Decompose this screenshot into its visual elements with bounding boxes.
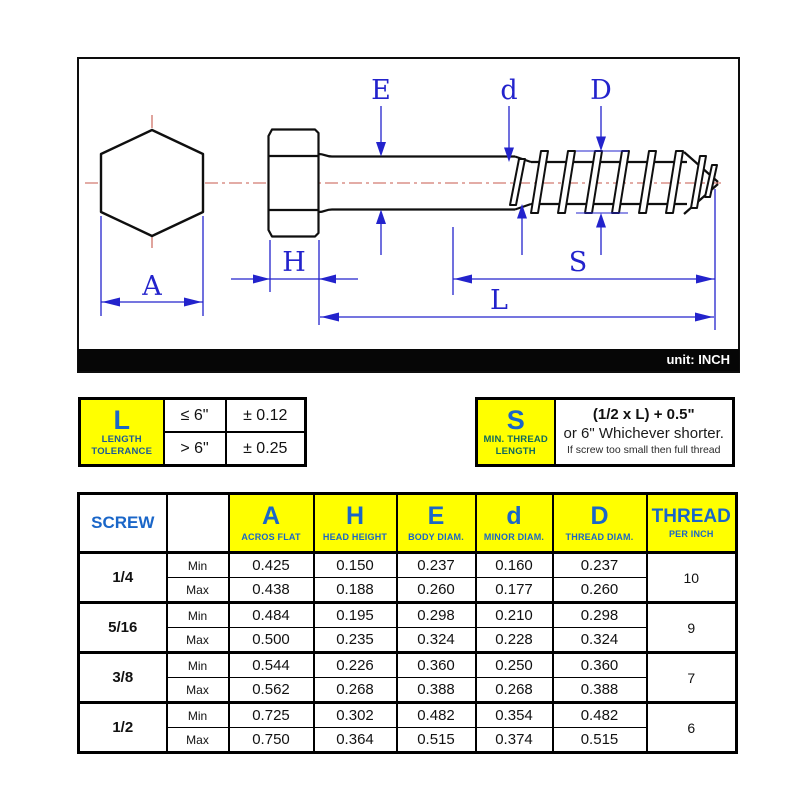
column-caption: BODY DIAM. [408, 532, 464, 542]
dim-label-e: E [371, 75, 391, 106]
column-letter: d [506, 502, 522, 530]
screw-size-cell: 1/4 [79, 553, 167, 603]
column-caption: HEAD HEIGHT [322, 532, 388, 542]
value-cell: 0.500 [229, 628, 314, 653]
value-cell: 0.388 [397, 678, 476, 703]
column-letter: THREAD [651, 506, 731, 527]
value-cell: 0.237 [397, 553, 476, 578]
value-cell: 0.150 [314, 553, 397, 578]
value-cell: 0.725 [229, 703, 314, 728]
column-header-thread [647, 494, 737, 553]
value-cell: 0.237 [553, 553, 647, 578]
spec-row-min [79, 603, 737, 628]
tpi-cell: 6 [647, 703, 737, 753]
max-label-cell: Max [167, 678, 229, 703]
thread-length-key-cell [477, 399, 555, 466]
value-cell: 0.354 [476, 703, 553, 728]
column-header-e [397, 494, 476, 553]
column-header-h [314, 494, 397, 553]
shank-top [319, 154, 516, 157]
column-letter: H [345, 502, 365, 530]
value-cell: 0.388 [553, 678, 647, 703]
thread-length-note: If screw too small then full thread [567, 443, 721, 456]
column-letter: A [261, 502, 281, 530]
dimension-lines [101, 106, 715, 330]
thread-length-key-caption-1: MIN. THREAD [483, 434, 548, 446]
column-letter: E [427, 502, 445, 530]
spec-row-min [79, 703, 737, 728]
value-cell: 0.298 [553, 603, 647, 628]
hex-head-side [269, 130, 319, 237]
value-cell: 0.515 [553, 728, 647, 753]
tolerance-key-caption-2: TOLERANCE [91, 446, 153, 458]
value-cell: 0.226 [314, 653, 397, 678]
value-cell: 0.260 [553, 578, 647, 603]
column-header-d-thread [553, 494, 647, 553]
spec-header-row [79, 494, 737, 553]
value-cell: 0.750 [229, 728, 314, 753]
tolerance-condition: ≤ 6" [164, 399, 226, 433]
thread-length-key-caption-2: LENGTH [495, 446, 536, 458]
tolerance-key-letter: L [113, 404, 130, 435]
value-cell: 0.260 [397, 578, 476, 603]
max-label-cell: Max [167, 578, 229, 603]
tolerance-value: ± 0.12 [226, 399, 306, 433]
column-caption: PER INCH [668, 529, 714, 539]
max-label-cell: Max [167, 628, 229, 653]
value-cell: 0.268 [476, 678, 553, 703]
thread-length-rule-cell [555, 399, 734, 466]
value-cell: 0.544 [229, 653, 314, 678]
value-cell: 0.188 [314, 578, 397, 603]
spec-row-min [79, 653, 737, 678]
min-thread-length-table [475, 397, 735, 467]
spec-row-max [79, 728, 737, 753]
screw-size-cell: 1/2 [79, 703, 167, 753]
value-cell: 0.324 [553, 628, 647, 653]
value-cell: 0.482 [397, 703, 476, 728]
value-cell: 0.250 [476, 653, 553, 678]
value-cell: 0.228 [476, 628, 553, 653]
value-cell: 0.195 [314, 603, 397, 628]
tolerance-row [80, 399, 306, 433]
screw-header: SCREW [79, 494, 167, 553]
min-label-cell: Min [167, 653, 229, 678]
column-header-d-minor [476, 494, 553, 553]
thread-length-key-letter: S [506, 404, 525, 435]
blank-header [167, 494, 229, 553]
value-cell: 0.324 [397, 628, 476, 653]
dim-label-s: S [568, 247, 588, 278]
value-cell: 0.210 [476, 603, 553, 628]
value-cell: 0.268 [314, 678, 397, 703]
value-cell: 0.425 [229, 553, 314, 578]
thread-length-alternative: or 6" Whichever shorter. [563, 425, 724, 443]
column-header-a [229, 494, 314, 553]
tolerance-key-caption-1: LENGTH [101, 434, 142, 446]
shank-bottom [319, 210, 516, 213]
value-cell: 0.298 [397, 603, 476, 628]
dim-label-cap-d: D [590, 75, 612, 106]
tpi-cell: 9 [647, 603, 737, 653]
column-caption: MINOR DIAM. [483, 532, 545, 542]
unit-label: unit: INCH [666, 352, 730, 367]
screw-size-cell: 3/8 [79, 653, 167, 703]
dim-label-d: d [500, 75, 518, 106]
max-label-cell: Max [167, 728, 229, 753]
tpi-cell: 10 [647, 553, 737, 603]
tolerance-key-cell [80, 399, 164, 466]
value-cell: 0.360 [397, 653, 476, 678]
screw-drawing [79, 59, 738, 349]
value-cell: 0.177 [476, 578, 553, 603]
technical-drawing-panel [77, 57, 740, 373]
min-label-cell: Min [167, 703, 229, 728]
min-label-cell: Min [167, 553, 229, 578]
min-label-cell: Min [167, 603, 229, 628]
value-cell: 0.515 [397, 728, 476, 753]
spec-row-max [79, 628, 737, 653]
value-cell: 0.160 [476, 553, 553, 578]
dim-label-l: L [490, 285, 508, 316]
spec-row-min [79, 553, 737, 578]
screw-spec-table [77, 492, 738, 754]
value-cell: 0.438 [229, 578, 314, 603]
spec-row-max [79, 678, 737, 703]
value-cell: 0.235 [314, 628, 397, 653]
value-cell: 0.374 [476, 728, 553, 753]
hex-head-front-view [101, 130, 203, 236]
column-caption: ACROS FLAT [241, 532, 301, 542]
value-cell: 0.302 [314, 703, 397, 728]
value-cell: 0.484 [229, 603, 314, 628]
unit-bar [78, 349, 739, 371]
tolerance-condition: > 6" [164, 432, 226, 466]
spec-row-max [79, 578, 737, 603]
screw-size-cell: 5/16 [79, 603, 167, 653]
tpi-cell: 7 [647, 653, 737, 703]
value-cell: 0.482 [553, 703, 647, 728]
length-tolerance-table [78, 397, 307, 467]
dim-label-h: H [282, 247, 306, 278]
value-cell: 0.360 [553, 653, 647, 678]
tolerance-value: ± 0.25 [226, 432, 306, 466]
value-cell: 0.364 [314, 728, 397, 753]
value-cell: 0.562 [229, 678, 314, 703]
column-letter: D [590, 502, 609, 530]
dim-label-a: A [142, 271, 162, 302]
column-caption: THREAD DIAM. [565, 532, 634, 542]
thread-length-formula: (1/2 x L) + 0.5" [592, 406, 695, 424]
